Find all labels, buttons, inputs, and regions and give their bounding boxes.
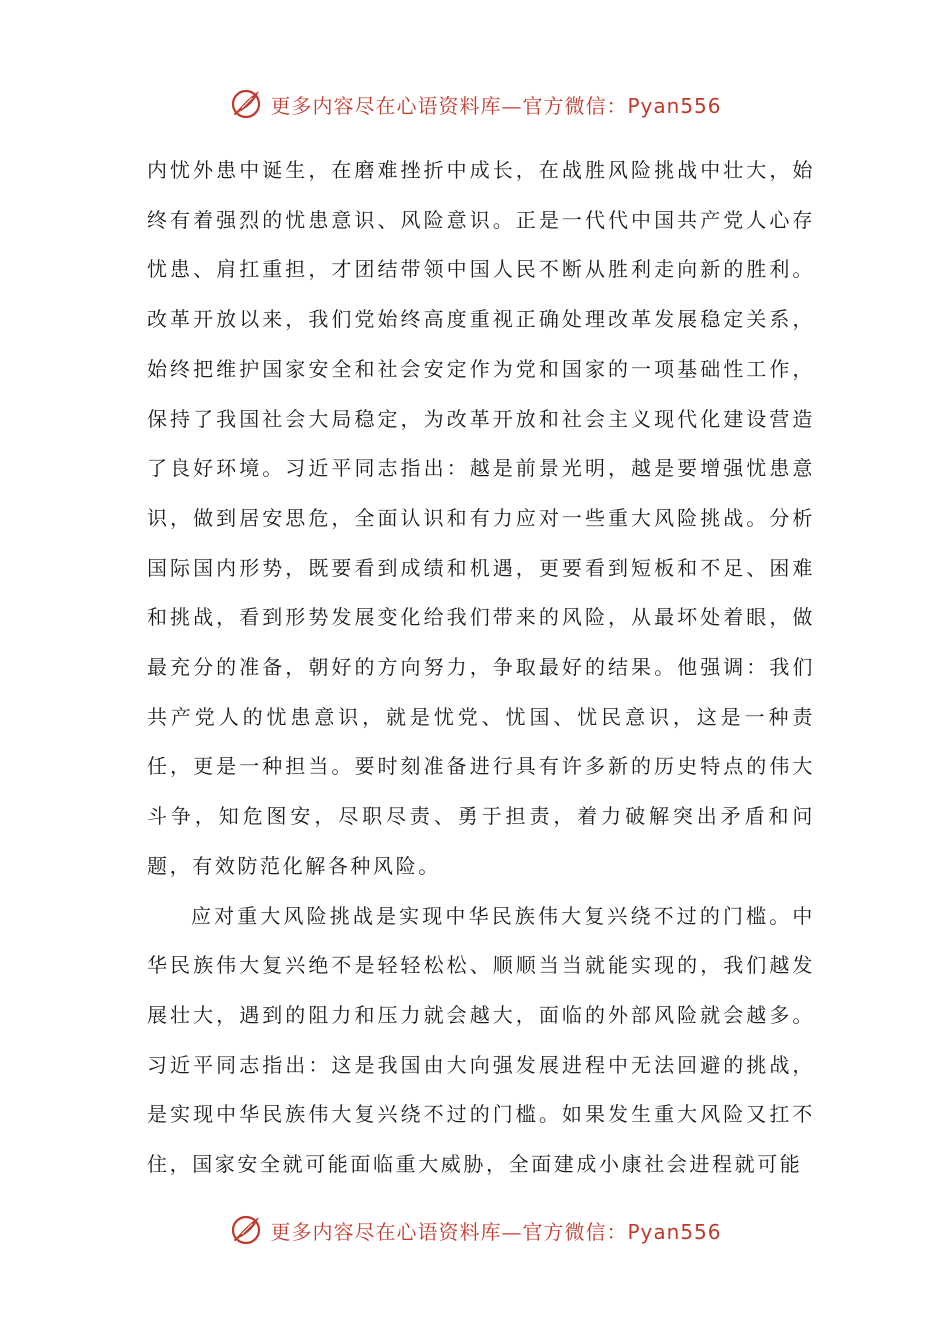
quill-pen-logo-icon [228,86,264,122]
footer-banner-text [270,1216,721,1245]
paragraph-1: 内忧外患中诞生，在磨难挫折中成长，在战胜风险挑战中壮大，始终有着强烈的忧患意识、风险意识。正是一代代中国共产党人心存忧患、肩扛重担，才团结带领中国人民不断从胜利走向新的胜利。改革开放以来，我们党始终高度重视正确处理改革发展稳定关系，始终把维护国家安全和社会安定作为党和国家的一项基础性工作，保持了我国社会大局稳定，为改革开放和社会主义现代化建设营造了良好环境。习近平同志指出：越是前景光明，越是要增强忧患意识，做到居安思危，全面认识和有力应对一些重大风险挑战。分析国际国内形势，既要看到成绩和机遇，更要看到短板和不足、困难和挑战，看到形势发展变化给我们带来的风险，从最坏处着眼，做最充分的准备，朝好的方向努力，争取最好的结果。他强调：我们共产党人的忧患意识，就是忧党、忧国、忧民意识，这是一种责任，更是一种担当。要时刻准备进行具有许多新的历史特点的伟大斗争，知危图安，尽职尽责、勇于担责，着力破解突出矛盾和问题，有效防范化解各种风险。 [147,158,815,878]
header-wechat-id: Pyan556 [627,93,722,118]
document-body [147,146,815,1190]
quill-pen-logo-icon [228,1212,264,1248]
header-banner-label: 更多内容尽在心语资料库—官方微信： [270,93,628,118]
header-banner-text [270,90,721,119]
footer-banner [0,1210,950,1250]
paragraph-2: 应对重大风险挑战是实现中华民族伟大复兴绕不过的门槛。中华民族伟大复兴绝不是轻轻松松、顺顺当当就能实现的，我们越发展壮大，遇到的阻力和压力就会越大，面临的外部风险就会越多。习近平同志指出：这是我国由大向强发展进程中无法回避的挑战，是实现中华民族伟大复兴绕不过的门槛。如果发生重大风险又扛不住，国家安全就可能面临重大威胁，全面建成小康社会进程就可能 [147,903,815,1177]
footer-banner-label: 更多内容尽在心语资料库—官方微信： [270,1219,628,1244]
header-banner [0,84,950,124]
footer-wechat-id: Pyan556 [627,1219,722,1244]
